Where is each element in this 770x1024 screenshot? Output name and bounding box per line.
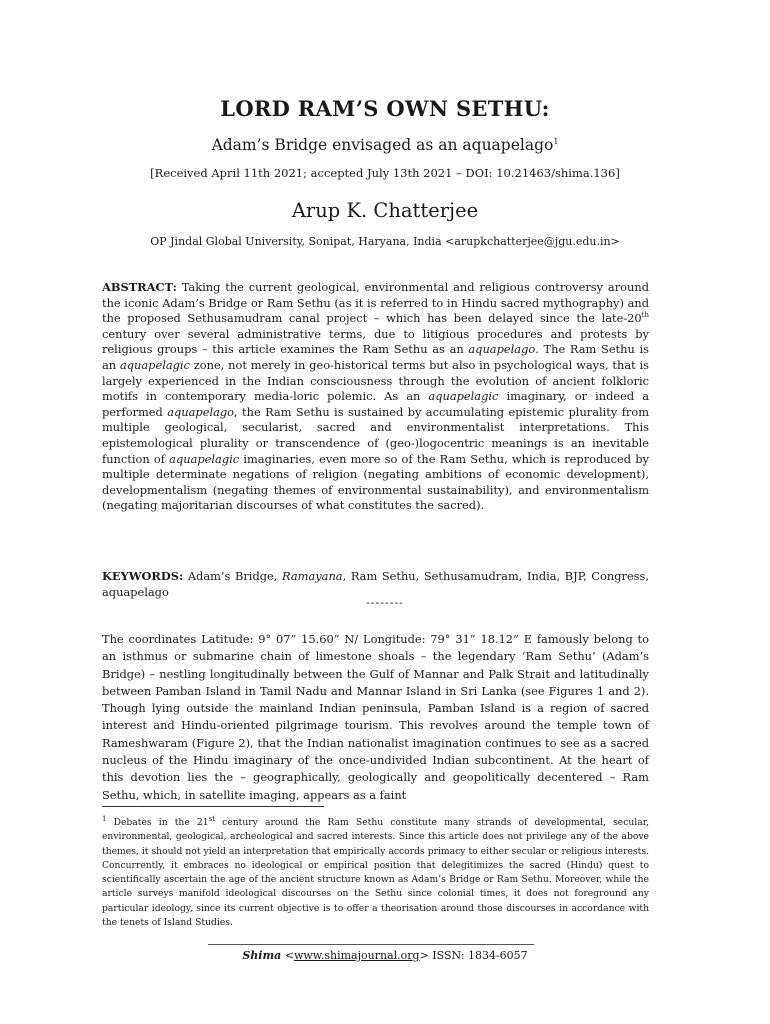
- author-affiliation: OP Jindal Global University, Sonipat, Haryana, India <arupkchatterjee@jgu.edu.in>: [150, 235, 620, 248]
- page-footer: [0, 949, 770, 962]
- footnote-text-1: Debates in the 21: [106, 817, 209, 828]
- keywords-text-2: , Ram Sethu, Sethusamudram, India, BJP, Congress, aquapelago: [102, 569, 649, 599]
- journal-name: Shima: [242, 949, 282, 962]
- abstract-label: ABSTRACT:: [102, 280, 177, 294]
- footnote: [102, 816, 649, 930]
- footer-bracket-open: <: [281, 949, 294, 962]
- footnote-superscript: st: [208, 814, 216, 823]
- keywords-text-italic: Ramayana: [282, 569, 343, 583]
- abstract-superscript: th: [641, 311, 649, 320]
- article-subtitle: [0, 136, 770, 154]
- abstract-term: aquapelagic: [119, 357, 190, 372]
- abstract-term: aquapelagic: [169, 451, 240, 466]
- body-paragraph: The coordinates Latitude: 9° 07” 15.60” N/ Longitude: 79° 31” 18.12” E famously belong to an isthmus or submarine chain of limestone shoals – the legendary ‘Ram Sethu’ (Adam’s Bridge) – nestling longitudinally between the Gulf of Mannar and Palk Strait and latitudinally between Pamban Island in Tamil Nadu and Mannar Island in Sri Lanka (see Figures 1 and 2). Though lying outside the mainland Indian peninsula, Pamban Island is a region of sacred interest and Hindu-oriented pilgrimage tourism. This revolves around the temple town of Rameshwaram (Figure 2), that the Indian nationalist imagination continues to see as a sacred nucleus of the Hindu imaginary of the once-undivided Indian subcontinent. At the heart of this devotion lies the – geographically, geologically and geopolitically decentered – Ram Sethu, which, in satellite imaging, appears as a faint: [102, 632, 649, 802]
- footer-bracket-close: >: [419, 949, 433, 962]
- article-title: LORD RAM’S OWN SETHU:: [220, 96, 550, 121]
- keywords-label: KEYWORDS:: [102, 569, 184, 583]
- footnote-text-2: century around the Ram Sethu constitute many strands of developmental, secular, environmental, geological, archeological and sacred interests. Since this article does not privilege any of the above themes, it should not yield an interpretation that empirically accords primacy to either secular or religious interests. Concurrently, it embraces no ideological or empirical position that delegitimizes the sacred (Hindu) quest to scientifically ascertain the age of the ancient structure known as Adam’s Bridge or Ram Sethu. Moreover, while the article surveys manifold ideological discourses on the Sethu since colonial times, it does not foreground any particular ideology, since its current objective is to offer a theorisation around those discourses in accordance with the tenets of Island Studies.: [102, 817, 650, 929]
- abstract-term: aquapelago: [468, 342, 536, 357]
- abstract-text-3: . The Ram Sethu is an: [102, 342, 649, 372]
- received-dates: [Received April 11th 2021; accepted July 13th 2021 – DOI: 10.21463/shima.136]: [150, 166, 620, 180]
- footnote-divider: [102, 806, 324, 807]
- issn: ISSN: 1834-6057: [432, 949, 528, 962]
- abstract-text-5: imaginary, or indeed a performed: [102, 389, 650, 419]
- footnote-marker: 1: [102, 814, 107, 823]
- footer-divider: [208, 944, 534, 945]
- abstract-text-7: imaginaries, even more so of the Ram Sethu, which is reproduced by multiple determinate negations of religion (negating ambitions of economic development), developmentalism (negating themes of environmental sustainability), and environmentalism (negating majoritarian discourses of what constitutes the sacred).: [102, 451, 649, 513]
- abstract-text-2: century over several administrative terms, due to litigious procedures and protests by religious groups – this article examines the Ram Sethu as an: [102, 326, 649, 357]
- abstract-text-4: zone, not merely in geo-historical terms but also in psychological ways, that is largely experienced in the Indian consciousness through the evolution of ancient folkloric motifs in contemporary media-loric polemic. As an: [102, 357, 650, 404]
- subtitle-text: Adam’s Bridge envisaged as an aquapelago: [211, 136, 554, 154]
- abstract-term: aquapelagic: [428, 389, 499, 404]
- journal-url-link[interactable]: www.shimajournal.org: [293, 949, 420, 962]
- author-name: Arup K. Chatterjee: [291, 199, 479, 222]
- abstract-term: aquapelago: [167, 404, 235, 419]
- keywords-text-1: Adam’s Bridge,: [187, 569, 283, 583]
- abstract: [102, 280, 649, 514]
- abstract-text-6: , the Ram Sethu is sustained by accumulating epistemic plurality from multiple geological, secularist, sacred and environmentalist interpretations. This epistemological plurality or transcendence of (geo-)logocentric meanings is an inevitable function of: [102, 404, 650, 466]
- footnote-reference[interactable]: 1: [553, 136, 559, 146]
- abstract-text-1: Taking the current geological, environmental and religious controversy around the iconic Adam’s Bridge or Ram Sethu (as it is referred to in Hindu sacred mythography) and the proposed Sethusamudram canal project – which has been delayed since the late-20: [102, 280, 649, 326]
- section-separator: --------: [366, 596, 404, 609]
